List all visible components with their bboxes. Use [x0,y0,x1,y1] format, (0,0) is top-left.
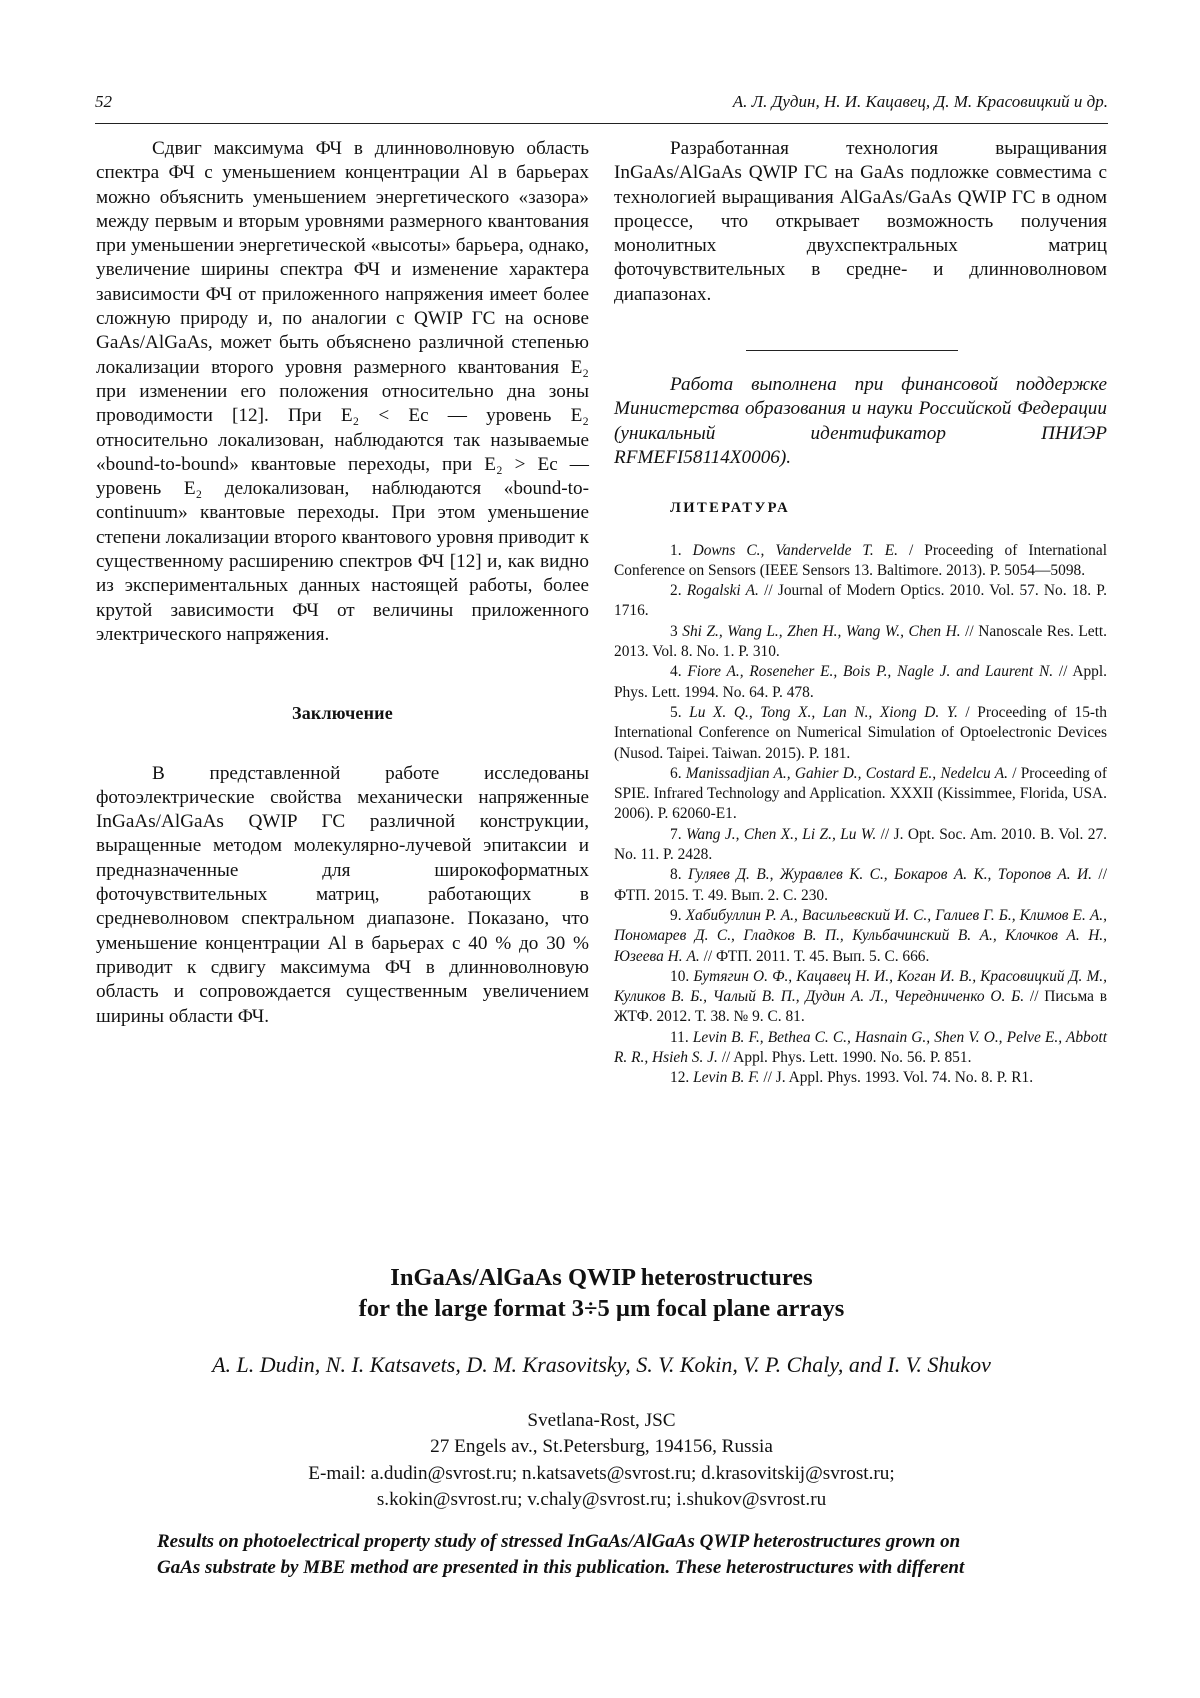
email-line: E-mail: a.dudin@svrost.ru; n.katsavets@svrost.ru; d.krasovitskij@svrost.ru; [308,1462,895,1484]
reference-number: 7. [670,825,682,843]
section-title: Заключение [292,703,393,724]
reference-source: // J. Appl. Phys. 1993. Vol. 74. No. 8. P. R1. [759,1069,1034,1087]
english-authors: A. L. Dudin, N. I. Katsavets, D. M. Krasovitsky, S. V. Kokin, V. P. Chaly, and I. V. Shukov [212,1352,991,1377]
reference-number: 4. [670,663,682,681]
english-abstract [157,1529,1106,1581]
reference-authors: Хабибуллин Р. А., Васильевский И. С., Галиев Г. Б., Климов Е. А., Пономарев Д. С., Гладков В. П., Кульбачинский В. А., Клочков А. Н., Юзеева Н. А. [614,906,1107,965]
reference-number: 5. [670,703,682,721]
abstract-line: Results on photoelectrical property study of stressed InGaAs/AlGaAs QWIP heterostructures grown on [157,1531,961,1552]
reference-item [614,906,1107,967]
reference-item [614,1028,1107,1069]
reference-item [614,967,1107,1028]
reference-authors: Бутягин О. Ф., Кацавец Н. И., Коган И. В., Красовицкий Д. М., Куликов В. Б., Чалый В. П., Дудин А. Л., Чередниченко О. Б. [614,967,1107,1006]
separator-rule [746,350,958,351]
running-header [95,90,1108,120]
reference-source: / Proceeding of International Conference on Sensors (IEEE Sensors 13. Baltimore. 2013). P. 5054—5098. [614,541,1107,579]
reference-number: 2. [670,582,682,600]
reference-source: / Proceeding of SPIE. Infrared Technology and Application. XXXII (Kissimmee, Florida, USA. 2006). P. 62060-E1. [614,764,1107,823]
funding-note: Работа выполнена при финансовой поддержке Министерства образования и науки Российской Федерации (уникальный идентификатор ПНИЭР RFMEFI58114X0006). [614,374,1107,468]
reference-item [614,764,1107,825]
right-column [614,137,1107,1089]
reference-number: 1. [670,541,682,559]
affiliation-name: Svetlana-Rost, JSC [527,1410,676,1431]
reference-item [614,703,1107,764]
left-column [96,137,589,1029]
body-paragraph: Разработанная технология выращивания InGaAs/AlGaAs QWIP ГС на GaAs подложке совместима с технологией выращивания AlGaAs/GaAs QWIP ГС в одном процессе, что открывает возможность получения монолитных двухспектральных матриц фоточувствительных в средне- и длинноволновом диапазонах. [614,138,1107,305]
header-rule [95,123,1108,124]
reference-authors: Levin B. F., Bethea C. C., Hasnain G., Shen V. O., Pelve E., Abbott R. R., Hsieh S. J. [614,1028,1107,1066]
english-title-line: for the large format 3÷5 µm focal plane arrays [358,1295,845,1322]
reference-authors: Rogalski A. [686,582,759,600]
reference-item [614,865,1107,906]
reference-authors: Гуляев Д. В., Журавлев К. С., Бокаров А. К., Торопов А. И. [687,866,1093,884]
reference-list [614,541,1107,1089]
reference-item [614,581,1107,622]
reference-item [614,1068,1107,1088]
reference-number: 9. [670,906,682,924]
reference-source: // Journal of Modern Optics. 2010. Vol. 57. No. 18. P. 1716. [614,582,1107,620]
email-line: s.kokin@svrost.ru; v.chaly@svrost.ru; i.shukov@svrost.ru [376,1488,827,1510]
reference-source: // ФТП. 2015. Т. 49. Вып. 2. С. 230. [614,866,1107,904]
reference-source: // Nanoscale Res. Lett. 2013. Vol. 8. No. 1. P. 310. [614,622,1107,661]
reference-number: 11. [670,1028,689,1046]
reference-number: 12. [670,1069,690,1087]
reference-authors: Levin B. F. [693,1069,760,1087]
reference-item [614,622,1107,663]
reference-number: 6. [670,764,682,782]
reference-source: // Appl. Phys. Lett. 1994. No. 64. P. 478. [614,663,1107,701]
reference-item [614,825,1107,866]
reference-item [614,541,1107,582]
reference-authors: Shi Z., Wang L., Zhen H., Wang W., Chen H. [682,622,961,640]
page-number: 52 [95,92,112,111]
english-title-line: InGaAs/AlGaAs QWIP heterostructures [390,1264,813,1291]
english-title [95,1262,1108,1324]
reference-authors: Fiore A., Roseneher E., Bois P., Nagle J. and Laurent N. [687,663,1054,681]
reference-authors: Wang J., Chen X., Li Z., Lu W. [685,825,877,843]
body-paragraph: Сдвиг максимума ФЧ в длинноволновую область спектра ФЧ с уменьшением концентрации Al в барьерах можно объяснить уменьшением энергетического «зазора» между первым и вторым уровнями размерного квантования при уменьшении энергетической «высоты» барьера, однако, увеличение ширины спектра ФЧ и изменение характера зависимости ФЧ от приложенного напряжения имеет более сложную природу и, по аналогии с QWIP ГС на основе GaAs/AlGaAs, может быть объяснено различной степенью локализации второго уровня размерного квантования E₂ при изменении его положения относительно дна зоны проводимости [12]. При E₂ < Ec — уровень E₂ относительно локализован, наблюдаются так называемые «bound-to-bound» квантовые переходы, при E₂ > Ec — уровень E₂ делокализован, наблюдаются «bound-to-continuum» квантовые переходы. При этом уменьшение степени локализации второго квантового уровня приводит к существенному расширению спектров ФЧ [12] и, как видно из экспериментальных данных настоящей работы, более крутой зависимости ФЧ от величины приложенного электрического напряжения. [96,138,589,645]
reference-item [614,662,1107,703]
reference-source: // J. Opt. Soc. Am. 2010. B. Vol. 27. No. 11. P. 2428. [614,825,1107,864]
reference-number: 8. [670,866,682,884]
reference-authors: Lu X. Q., Tong X., Lan N., Xiong D. Y. [689,703,958,721]
reference-authors: Manissadjian A., Gahier D., Costard E., Nedelcu A. [685,764,1008,782]
reference-source: // Письма в ЖТФ. 2012. Т. 38. № 9. С. 81. [614,988,1108,1026]
reference-source: / Proceeding of 15-th International Conference on Numerical Simulation of Optoelectronic Devices (Nusod. Taipei. Taiwan. 2015). P. 181. [614,703,1107,762]
affiliation-address: 27 Engels av., St.Petersburg, 194156, Russia [430,1436,773,1458]
affiliation-block [95,1408,1108,1513]
reference-source: // Appl. Phys. Lett. 1990. No. 56. P. 851. [717,1048,972,1066]
running-header-authors: А. Л. Дудин, Н. И. Кацавец, Д. М. Красовицкий и др. [732,92,1108,111]
reference-number: 3 [670,622,678,640]
abstract-line: GaAs substrate by MBE method are presented in this publication. These heterostructures with different [157,1557,965,1578]
reference-authors: Downs C., Vandervelde T. E. [692,541,898,559]
references-title: ЛИТЕРАТУРА [670,500,791,517]
reference-source: // ФТП. 2011. Т. 45. Вып. 5. С. 666. [699,947,930,965]
reference-number: 10. [670,967,690,985]
conclusion-paragraph: В представленной работе исследованы фотоэлектрические свойства механически напряженные InGaAs/AlGaAs QWIP ГС различной конструкции, выращенные методом молекулярно-лучевой эпитаксии и предназначенные для широкоформатных фоточувствительных матриц, работающих в средневолновом спектральном диапазоне. Показано, что уменьшение концентрации Al в барьерах с 40 % до 30 % приводит к сдвигу максимума ФЧ в длинноволновую область и сопровождается существенным увеличением ширины области ФЧ. [96,762,589,1027]
